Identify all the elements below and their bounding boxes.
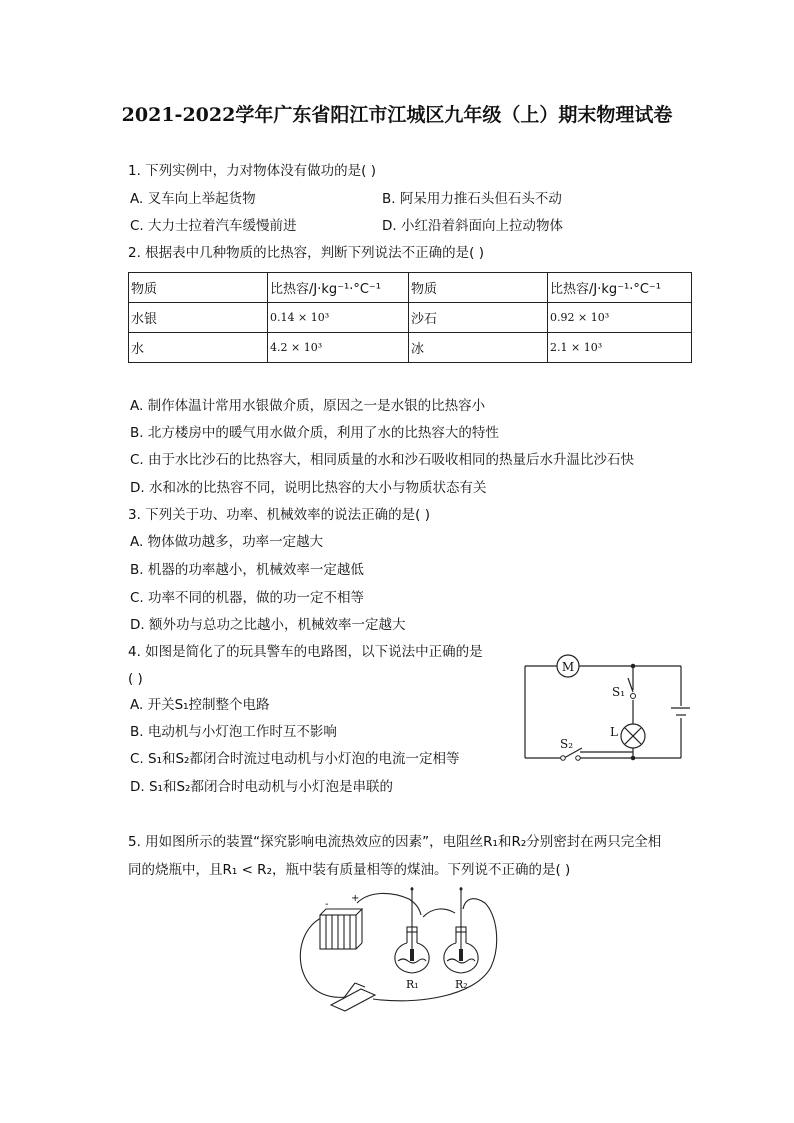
table-cell: 冰 — [409, 333, 548, 363]
table-cell: 沙石 — [409, 303, 548, 333]
table-cell: 比热容/J·kg⁻¹·°C⁻¹ — [268, 273, 409, 303]
q4-paren: ( ) — [128, 671, 143, 687]
heating-effect-apparatus-figure — [295, 887, 507, 1017]
q2-stem: 2. 根据表中几种物质的比热容，判断下列说法不正确的是( ) — [128, 245, 484, 261]
q3-option-b: B. 机器的功率越小，机械效率一定越低 — [130, 562, 364, 578]
q5-line-1: 5. 用如图所示的装置“探究影响电流热效应的因素”，电阻丝R₁和R₂分别密封在两只完全相 — [128, 834, 662, 850]
q4-option-d: D. S₁和S₂都闭合时电动机与小灯泡是串联的 — [130, 779, 393, 795]
table-cell: 物质 — [409, 273, 548, 303]
s1-label: S₁ — [612, 685, 626, 699]
table-row — [129, 303, 692, 333]
table-cell: 水银 — [129, 303, 268, 333]
motor-label: M — [561, 660, 575, 674]
toy-police-car-circuit-diagram — [520, 652, 690, 770]
table-cell: 0.92 × 10³ — [548, 303, 692, 333]
q3-option-a: A. 物体做功越多，功率一定越大 — [130, 534, 324, 550]
table-cell: 2.1 × 10³ — [548, 333, 692, 363]
table-header-row — [129, 273, 692, 303]
table-row — [129, 333, 692, 363]
q3-stem: 3. 下列关于功、功率、机械效率的说法正确的是( ) — [128, 507, 430, 523]
q1-option-d: D. 小红沿着斜面向上拉动物体 — [382, 218, 563, 234]
q1-option-b: B. 阿呆用力推石头但石头不动 — [382, 191, 562, 207]
table-cell: 水 — [129, 333, 268, 363]
lamp-label: L — [610, 725, 618, 739]
r1-label: R₁ — [406, 978, 419, 991]
q1-option-c: C. 大力士拉着汽车缓慢前进 — [130, 218, 297, 234]
page-title: 2021-2022学年广东省阳江市江城区九年级（上）期末物理试卷 — [121, 104, 673, 126]
q3-option-c: C. 功率不同的机器，做的功一定不相等 — [130, 590, 365, 606]
q4-option-c: C. S₁和S₂都闭合时流过电动机与小灯泡的电流一定相等 — [130, 751, 460, 767]
q4-option-b: B. 电动机与小灯泡工作时互不影响 — [130, 724, 337, 740]
q2-option-d: D. 水和冰的比热容不同，说明比热容的大小与物质状态有关 — [130, 480, 487, 496]
q5-line-2: 同的烧瓶中，且R₁ < R₂，瓶中装有质量相等的煤油。下列说不正确的是( ) — [128, 862, 571, 878]
q4-stem: 4. 如图是简化了的玩具警车的电路图，以下说法中正确的是 — [128, 644, 483, 660]
q1-option-a: A. 叉车向上举起货物 — [130, 191, 256, 207]
q3-option-d: D. 额外功与总功之比越小，机械效率一定越大 — [130, 617, 406, 633]
table-cell: 比热容/J·kg⁻¹·°C⁻¹ — [548, 273, 692, 303]
q2-option-c: C. 由于水比沙石的比热容大，相同质量的水和沙石吸收相同的热量后水升温比沙石快 — [130, 452, 635, 468]
battery-minus-label: - — [325, 899, 329, 910]
battery-plus-label: + — [351, 893, 360, 904]
q2-option-b: B. 北方楼房中的暖气用水做介质，利用了水的比热容大的特性 — [130, 425, 499, 441]
table-cell: 4.2 × 10³ — [268, 333, 409, 363]
s2-label: S₂ — [560, 737, 574, 751]
r2-label: R₂ — [455, 978, 468, 991]
specific-heat-table — [128, 272, 692, 363]
q2-option-a: A. 制作体温计常用水银做介质，原因之一是水银的比热容小 — [130, 398, 486, 414]
q4-option-a: A. 开关S₁控制整个电路 — [130, 697, 270, 713]
table-cell: 0.14 × 10³ — [268, 303, 409, 333]
q1-stem: 1. 下列实例中，力对物体没有做功的是( ) — [128, 163, 376, 179]
table-cell: 物质 — [129, 273, 268, 303]
